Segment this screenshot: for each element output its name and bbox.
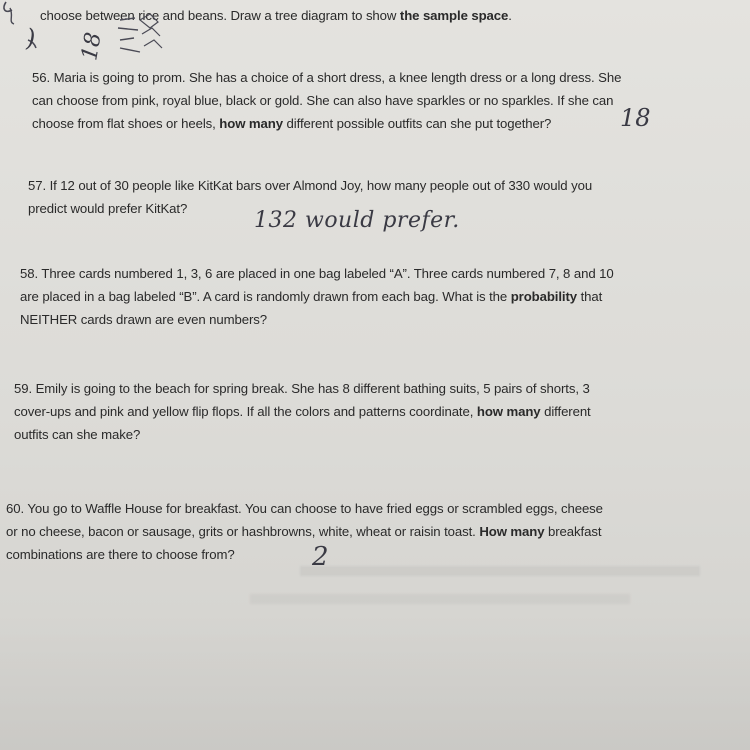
q59-line-2-end: different	[540, 404, 591, 419]
q55-text: choose between rice and beans. Draw a tree diagram to show	[40, 8, 400, 23]
q60-bold: How many	[479, 524, 545, 539]
q58-line-2-text: are placed in a bag labeled “B”. A card is randomly drawn from each bag. What is the	[20, 289, 511, 304]
question-59	[14, 377, 591, 446]
q60-line-2-end: breakfast	[544, 524, 602, 539]
q59-line-2	[14, 400, 591, 423]
q59-line-3: outfits can she make?	[14, 427, 141, 442]
q56-line-2: can choose from pink, royal blue, black or gold. She can also have sparkles or no sparkles. If she can	[32, 93, 614, 108]
q56-line-3-end: different possible outfits can she put together?	[282, 116, 552, 131]
q56-line-3-text: choose from flat shoes or heels,	[32, 116, 220, 131]
handwritten-mark: )	[26, 24, 36, 52]
question-58	[20, 262, 614, 331]
q58-line-2	[20, 285, 614, 308]
q58-line-2-end: that	[577, 289, 603, 304]
q60-handwritten-answer: 2	[312, 542, 329, 572]
q56-line-3	[32, 112, 621, 135]
q56-handwritten-answer: 18	[620, 104, 651, 132]
q58-bold: probability	[510, 289, 578, 304]
question-56	[32, 66, 621, 135]
q60-line-2-text: or no cheese, bacon or sausage, grits or hashbrowns, white, wheat or raisin toast.	[6, 524, 480, 539]
q57-line-2: predict would prefer KitKat?	[28, 201, 188, 216]
q60-line-2	[6, 520, 603, 543]
q60-line-3: combinations are there to choose from?	[6, 547, 235, 562]
q59-bold: how many	[476, 404, 541, 419]
bleed-through-line	[250, 594, 630, 604]
page-shadow	[0, 610, 750, 750]
q59-line-2-text: cover-ups and pink and yellow flip flops. If all the colors and patterns coordinate,	[14, 404, 477, 419]
bleed-through-line	[300, 566, 700, 576]
q55-bold: the sample space	[399, 8, 509, 23]
q57-handwritten-answer: 132 would prefer.	[254, 208, 460, 233]
q56-bold: how many	[219, 116, 283, 131]
q59-line-1: 59. Emily is going to the beach for spring break. She has 8 different bathing suits, 5 pairs of shorts, 3	[14, 381, 590, 396]
q60-line-1: 60. You go to Waffle House for breakfast. You can choose to have fried eggs or scrambled eggs, cheese	[6, 501, 603, 516]
q58-line-3: NEITHER cards drawn are even numbers?	[20, 312, 267, 327]
q56-line-1: 56. Maria is going to prom. She has a choice of a short dress, a knee length dress or a long dress. She	[32, 70, 622, 85]
q55-period: .	[508, 8, 512, 23]
q57-line-1: 57. If 12 out of 30 people like KitKat bars over Almond Joy, how many people out of 330 would you	[28, 178, 593, 193]
question-60	[6, 497, 603, 566]
handwritten-18-rotated: 18	[77, 30, 107, 63]
q58-line-1: 58. Three cards numbered 1, 3, 6 are placed in one bag labeled “A”. Three cards numbered 7, 8 and 10	[20, 266, 614, 281]
